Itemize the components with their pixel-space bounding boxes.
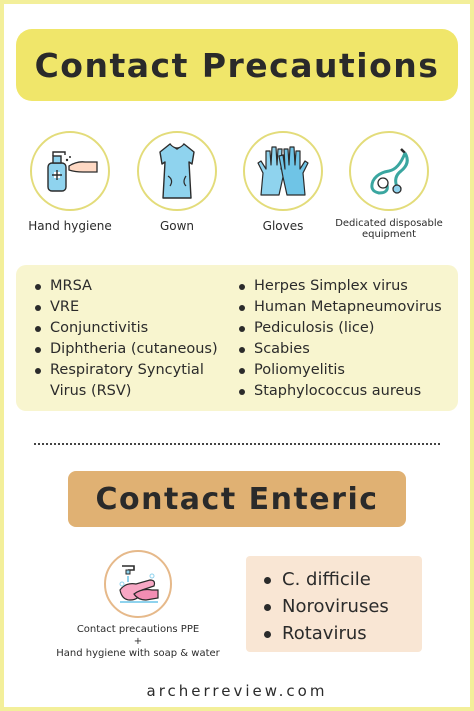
hand-sanitizer-icon	[30, 131, 110, 211]
ppe-item-hand-hygiene	[15, 131, 125, 232]
list-item: Staphylococcus aureus	[238, 381, 442, 402]
ppe-label: Dedicated disposable equipment	[335, 218, 443, 240]
caption-plus: +	[133, 636, 143, 647]
ppe-item-equipment	[334, 131, 444, 240]
list-item: Human Metapneumovirus	[238, 297, 442, 318]
section-title-enteric: Contact Enteric	[68, 471, 406, 527]
list-item: Herpes Simplex virus	[238, 276, 442, 297]
ppe-label: Gloves	[262, 219, 304, 233]
enteric-list	[262, 566, 389, 647]
disease-list-left	[34, 276, 218, 402]
list-item: Rotavirus	[262, 620, 389, 647]
page-title: Contact Precautions	[16, 29, 458, 101]
gown-icon	[137, 131, 217, 211]
ppe-item-gloves	[228, 131, 338, 232]
footer-website: archerreview.com	[146, 682, 328, 700]
ppe-icon-row	[0, 131, 474, 251]
gloves-icon	[243, 131, 323, 211]
list-item: Pediculosis (lice)	[238, 318, 442, 339]
enteric-caption	[30, 624, 246, 660]
ppe-item-gown	[122, 131, 232, 232]
ppe-label: Hand hygiene	[28, 219, 112, 233]
handwashing-icon	[104, 550, 172, 618]
caption-line: Hand hygiene with soap & water	[56, 648, 220, 659]
list-item: Diphtheria (cutaneous)	[34, 339, 218, 360]
section-divider	[34, 443, 440, 445]
stethoscope-icon	[349, 131, 429, 211]
enteric-list-box	[246, 556, 422, 652]
list-item: Respiratory Syncytial	[34, 360, 218, 381]
disease-list-right	[238, 276, 442, 402]
list-item: Scabies	[238, 339, 442, 360]
list-item: Poliomyelitis	[238, 360, 442, 381]
disease-list-box	[16, 265, 458, 411]
list-item: Conjunctivitis	[34, 318, 218, 339]
list-item-continuation: Virus (RSV)	[50, 383, 132, 399]
list-item: VRE	[34, 297, 218, 318]
ppe-label: Gown	[159, 219, 195, 233]
list-item: MRSA	[34, 276, 218, 297]
list-item: C. difficile	[262, 566, 389, 593]
list-item: Noroviruses	[262, 593, 389, 620]
caption-line: Contact precautions PPE	[76, 624, 200, 635]
